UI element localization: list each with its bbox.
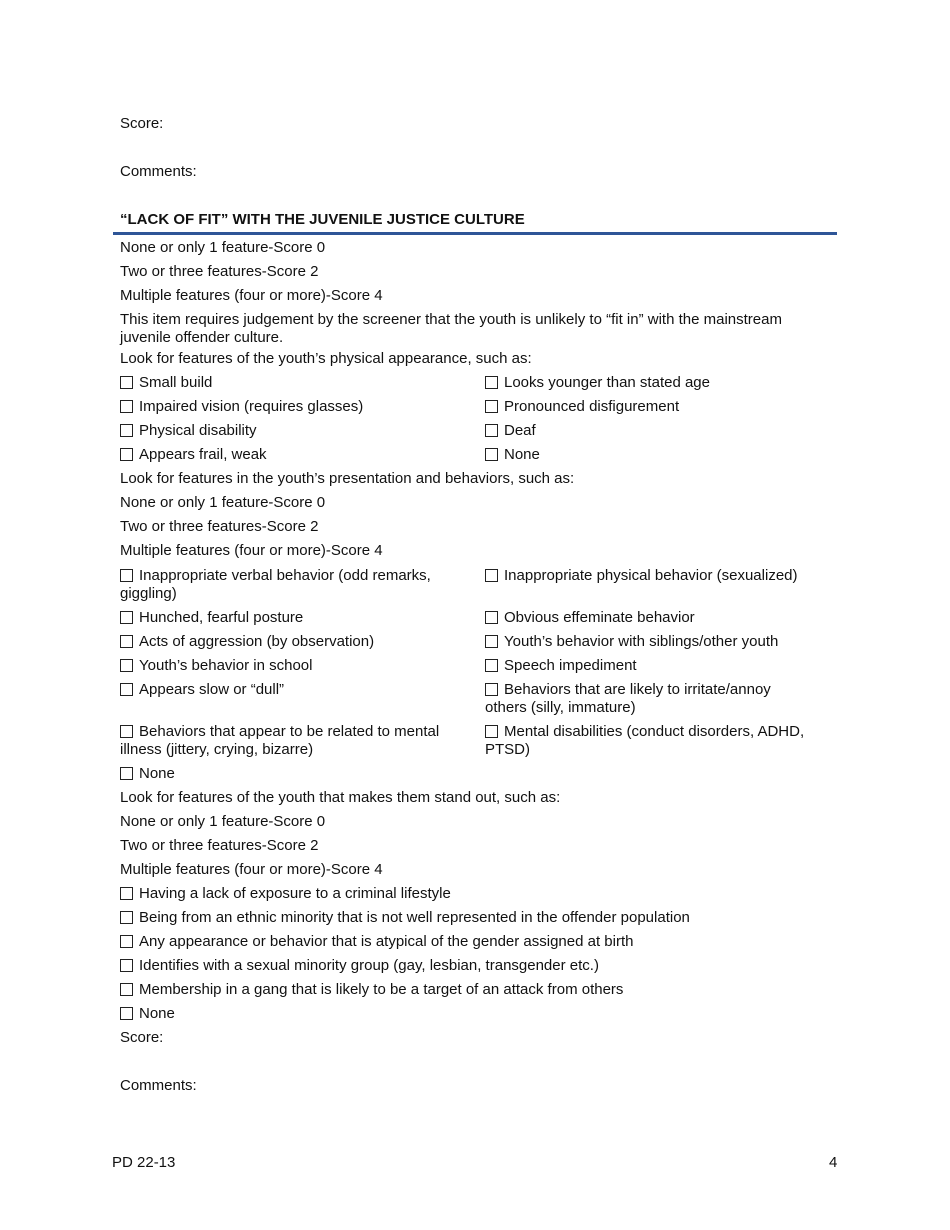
top-score-label: Score: xyxy=(120,115,164,132)
checklist-item-label: Membership in a gang that is likely to be a target of an attack from others xyxy=(139,981,624,998)
checklist-item xyxy=(485,657,637,675)
checklist-item xyxy=(120,723,439,741)
top-comments-label: Comments: xyxy=(120,163,197,180)
checkbox[interactable] xyxy=(120,635,133,648)
checklist-item-label: Inappropriate physical behavior (sexualized) xyxy=(504,567,798,584)
checklist-item xyxy=(120,765,175,783)
checkbox[interactable] xyxy=(120,983,133,996)
checklist-item xyxy=(485,609,695,627)
scoring-line: Two or three features-Score 2 xyxy=(120,518,319,535)
checkbox[interactable] xyxy=(485,725,498,738)
checklist-item xyxy=(120,957,599,975)
checklist-item xyxy=(120,657,312,675)
footer-doc-id: PD 22-13 xyxy=(112,1154,176,1171)
scoring-line: Two or three features-Score 2 xyxy=(120,837,319,854)
comments-label: Comments: xyxy=(120,1077,197,1094)
checkbox[interactable] xyxy=(485,448,498,461)
checkbox[interactable] xyxy=(485,659,498,672)
checklist-item-label: None xyxy=(139,765,175,782)
checklist-item-label: Deaf xyxy=(504,422,536,439)
checklist-item-label: Having a lack of exposure to a criminal lifestyle xyxy=(139,885,451,902)
checklist-item xyxy=(485,567,798,585)
checklist-item-label: Impaired vision (requires glasses) xyxy=(139,398,364,415)
checklist-item-label: None xyxy=(504,446,540,463)
checklist-item-label: Behaviors that are likely to irritate/annoy xyxy=(504,681,771,698)
checklist-item-continuation: PTSD) xyxy=(485,741,530,758)
checkbox[interactable] xyxy=(120,1007,133,1020)
checklist-item-label: Looks younger than stated age xyxy=(504,374,710,391)
checklist-item-label: Youth’s behavior with siblings/other youth xyxy=(504,633,779,650)
checklist-item xyxy=(120,981,623,999)
checkbox[interactable] xyxy=(485,635,498,648)
checklist-item xyxy=(120,909,690,927)
standout-prompt: Look for features of the youth that makes them stand out, such as: xyxy=(120,789,561,806)
score-label: Score: xyxy=(120,1029,164,1046)
checkbox[interactable] xyxy=(120,887,133,900)
checklist-item xyxy=(120,567,431,585)
checklist-item-label: Appears frail, weak xyxy=(139,446,267,463)
checkbox[interactable] xyxy=(485,569,498,582)
checklist-item xyxy=(120,933,633,951)
checklist-item-label: Pronounced disfigurement xyxy=(504,398,680,415)
checklist-item-label: Mental disabilities (conduct disorders, ADHD, xyxy=(504,723,805,740)
checkbox[interactable] xyxy=(485,400,498,413)
checklist-item xyxy=(120,1005,175,1023)
checkbox[interactable] xyxy=(120,935,133,948)
checkbox[interactable] xyxy=(485,683,498,696)
checkbox[interactable] xyxy=(120,569,133,582)
checklist-item xyxy=(485,633,778,651)
checkbox[interactable] xyxy=(485,611,498,624)
footer-page-number: 4 xyxy=(829,1154,838,1171)
checklist-item xyxy=(120,681,284,699)
checklist-item xyxy=(485,422,536,440)
checkbox[interactable] xyxy=(120,376,133,389)
checkbox[interactable] xyxy=(120,400,133,413)
checklist-item-label: Obvious effeminate behavior xyxy=(504,609,695,626)
intro-text: This item requires judgement by the screener that the youth is unlikely to “fit in” with the mainstream xyxy=(120,311,782,328)
checklist-item xyxy=(485,681,771,699)
physical-prompt: Look for features of the youth’s physical appearance, such as: xyxy=(120,350,532,367)
checklist-item-label: Inappropriate verbal behavior (odd remarks, xyxy=(139,567,431,584)
checklist-item xyxy=(120,633,374,651)
scoring-line: None or only 1 feature-Score 0 xyxy=(120,813,326,830)
checklist-item-label: Being from an ethnic minority that is not well represented in the offender population xyxy=(139,909,690,926)
checklist-item-label: Behaviors that appear to be related to mental xyxy=(139,723,440,740)
checklist-item-label: Physical disability xyxy=(139,422,257,439)
checkbox[interactable] xyxy=(120,767,133,780)
checklist-item xyxy=(485,446,540,464)
checklist-item-label: None xyxy=(139,1005,175,1022)
checkbox[interactable] xyxy=(120,959,133,972)
checklist-item xyxy=(120,398,363,416)
checklist-item xyxy=(485,723,804,741)
checklist-item-continuation: others (silly, immature) xyxy=(485,699,636,716)
section-title: “LACK OF FIT” WITH THE JUVENILE JUSTICE CULTURE xyxy=(120,211,525,228)
checkbox[interactable] xyxy=(485,424,498,437)
checklist-item-label: Any appearance or behavior that is atypical of the gender assigned at birth xyxy=(139,933,634,950)
checklist-item xyxy=(120,609,303,627)
checklist-item-label: Hunched, fearful posture xyxy=(139,609,304,626)
scoring-line: Multiple features (four or more)-Score 4 xyxy=(120,861,383,878)
checkbox[interactable] xyxy=(120,448,133,461)
checklist-item xyxy=(120,422,257,440)
checkbox[interactable] xyxy=(485,376,498,389)
scoring-line: Multiple features (four or more)-Score 4 xyxy=(120,287,383,304)
checklist-item-label: Small build xyxy=(139,374,213,391)
checklist-item-label: Youth’s behavior in school xyxy=(139,657,313,674)
checklist-item-continuation: giggling) xyxy=(120,585,177,602)
scoring-line: Multiple features (four or more)-Score 4 xyxy=(120,542,383,559)
checkbox[interactable] xyxy=(120,725,133,738)
checkbox[interactable] xyxy=(120,611,133,624)
checkbox[interactable] xyxy=(120,424,133,437)
checkbox[interactable] xyxy=(120,683,133,696)
checklist-item xyxy=(485,398,679,416)
checklist-item xyxy=(120,374,212,392)
behavior-prompt: Look for features in the youth’s presentation and behaviors, such as: xyxy=(120,470,575,487)
checklist-item xyxy=(120,885,451,903)
scoring-line: Two or three features-Score 2 xyxy=(120,263,319,280)
checklist-item-label: Identifies with a sexual minority group (gay, lesbian, transgender etc.) xyxy=(139,957,599,974)
scoring-line: None or only 1 feature-Score 0 xyxy=(120,494,326,511)
checkbox[interactable] xyxy=(120,659,133,672)
section-divider xyxy=(113,232,837,235)
checklist-item-label: Speech impediment xyxy=(504,657,637,674)
checklist-item-continuation: illness (jittery, crying, bizarre) xyxy=(120,741,314,758)
scoring-line: None or only 1 feature-Score 0 xyxy=(120,239,326,256)
intro-text: juvenile offender culture. xyxy=(120,329,284,346)
checklist-item xyxy=(485,374,710,392)
checkbox[interactable] xyxy=(120,911,133,924)
checklist-item xyxy=(120,446,267,464)
checklist-item-label: Acts of aggression (by observation) xyxy=(139,633,375,650)
checklist-item-label: Appears slow or “dull” xyxy=(139,681,285,698)
